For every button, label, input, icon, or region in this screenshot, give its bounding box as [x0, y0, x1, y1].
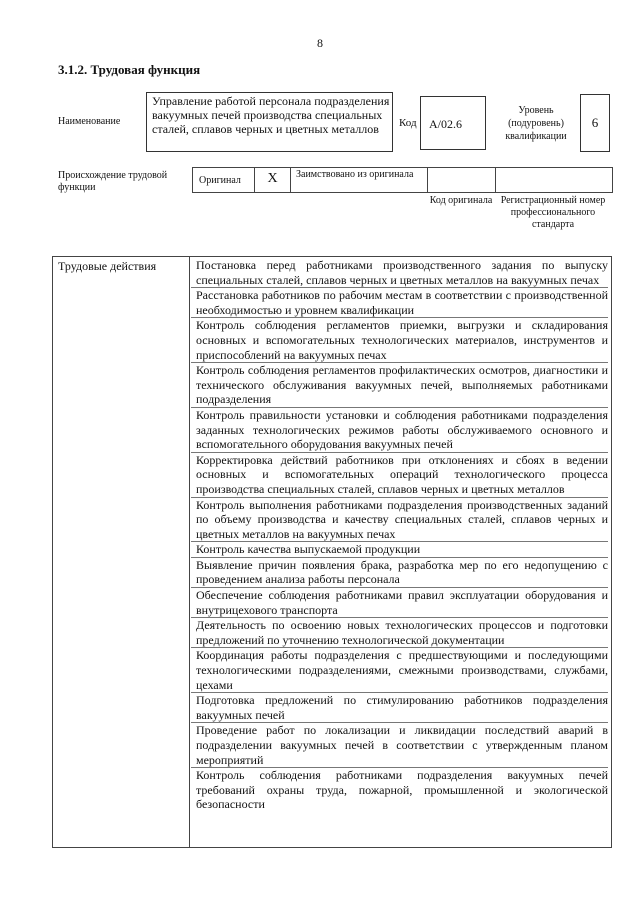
function-code-value: А/02.6: [420, 96, 486, 150]
labor-action-item: Координация работы подразделения с предшествующими и последующими технологическими подразделениями, смежными производствами, службами, цехами: [191, 648, 608, 693]
labor-action-item: Контроль соблюдения работниками подразделения вакуумных печей требований охраны труда, пожарной, промышленной и экологической безопасности: [196, 768, 608, 812]
qualification-level-label: Уровень (подуровень) квалификации: [505, 105, 567, 142]
code-original-cell: [427, 167, 495, 193]
original-mark: Х: [254, 167, 290, 193]
labor-action-item: Контроль соблюдения регламентов приемки, выгрузки и складирования основных и вспомогательных технологических материалов, инструментов и приспособлений на вакуумных печах: [191, 318, 608, 363]
original-label: Оригинал: [192, 167, 254, 193]
labor-action-item: Обеспечение соблюдения работниками правил эксплуатации оборудования и внутрицехового транспорта: [191, 588, 608, 618]
code-original-label: Код оригинала: [429, 195, 493, 206]
labor-action-item: Контроль выполнения работниками подразделения производственных заданий по объему производства и качеству специальных сталей, сплавов черных и цветных металлов на вакуумных печах: [191, 498, 608, 543]
labor-action-item: Проведение работ по локализации и ликвидации последствий аварий в подразделении вакуумных печей в соответствии с утвержденным планом мероприятий: [191, 723, 608, 768]
labor-action-item: Контроль качества выпускаемой продукции: [191, 542, 608, 558]
origin-label: Происхождение трудовой функции: [58, 170, 168, 193]
reg-number-cell: [495, 167, 613, 193]
labor-action-item: Контроль соблюдения регламентов профилактических осмотров, диагностики и технического обслуживания вакуумных печей, выполняемых работниками подразделения: [191, 363, 608, 408]
name-label: Наименование: [58, 116, 121, 127]
labor-action-item: Постановка перед работниками производственного задания по выпуску специальных сталей, сплавов черных и цветных металлов на вакуумных печах: [191, 258, 608, 288]
page-number: 8: [317, 36, 323, 50]
section-title: 3.1.2. Трудовая функция: [58, 62, 201, 77]
labor-action-item: Деятельность по освоению новых технологических процессов и подготовки предложений по уточнению технологической документации: [191, 618, 608, 648]
labor-action-item: Контроль правильности установки и соблюдения работниками подразделения заданных технологических режимов работы обслуживаемого основного и вспомогательного оборудования вакуумных печей: [191, 408, 608, 453]
code-label: Код: [399, 117, 417, 129]
labor-action-item: Корректировка действий работников при отклонениях и сбоях в ведении основных и вспомогательных операций технологического процесса производства специальных сталей, сплавов черных и цветных металлов: [191, 453, 608, 498]
function-name-value: Управление работой персонала подразделения вакуумных печей производства специальных сталей, сплавов черных и цветных металлов: [146, 92, 393, 152]
reg-number-label: Регистрационный номер профессионального стандарта: [500, 195, 606, 230]
labor-actions-list: [191, 258, 608, 812]
column-divider: [189, 256, 190, 848]
labor-actions-label: Трудовые действия: [58, 259, 157, 273]
labor-action-item: Подготовка предложений по стимулированию работников подразделения вакуумных печей: [191, 693, 608, 723]
labor-action-item: Расстановка работников по рабочим местам в соответствии с производственной необходимостью и уровнем квалификации: [191, 288, 608, 318]
labor-action-item: Выявление причин появления брака, разработка мер по его недопущению с проведением анализа работы персонала: [191, 558, 608, 588]
borrowed-label: Заимствовано из оригинала: [290, 167, 427, 193]
qualification-level-value: 6: [580, 94, 610, 152]
